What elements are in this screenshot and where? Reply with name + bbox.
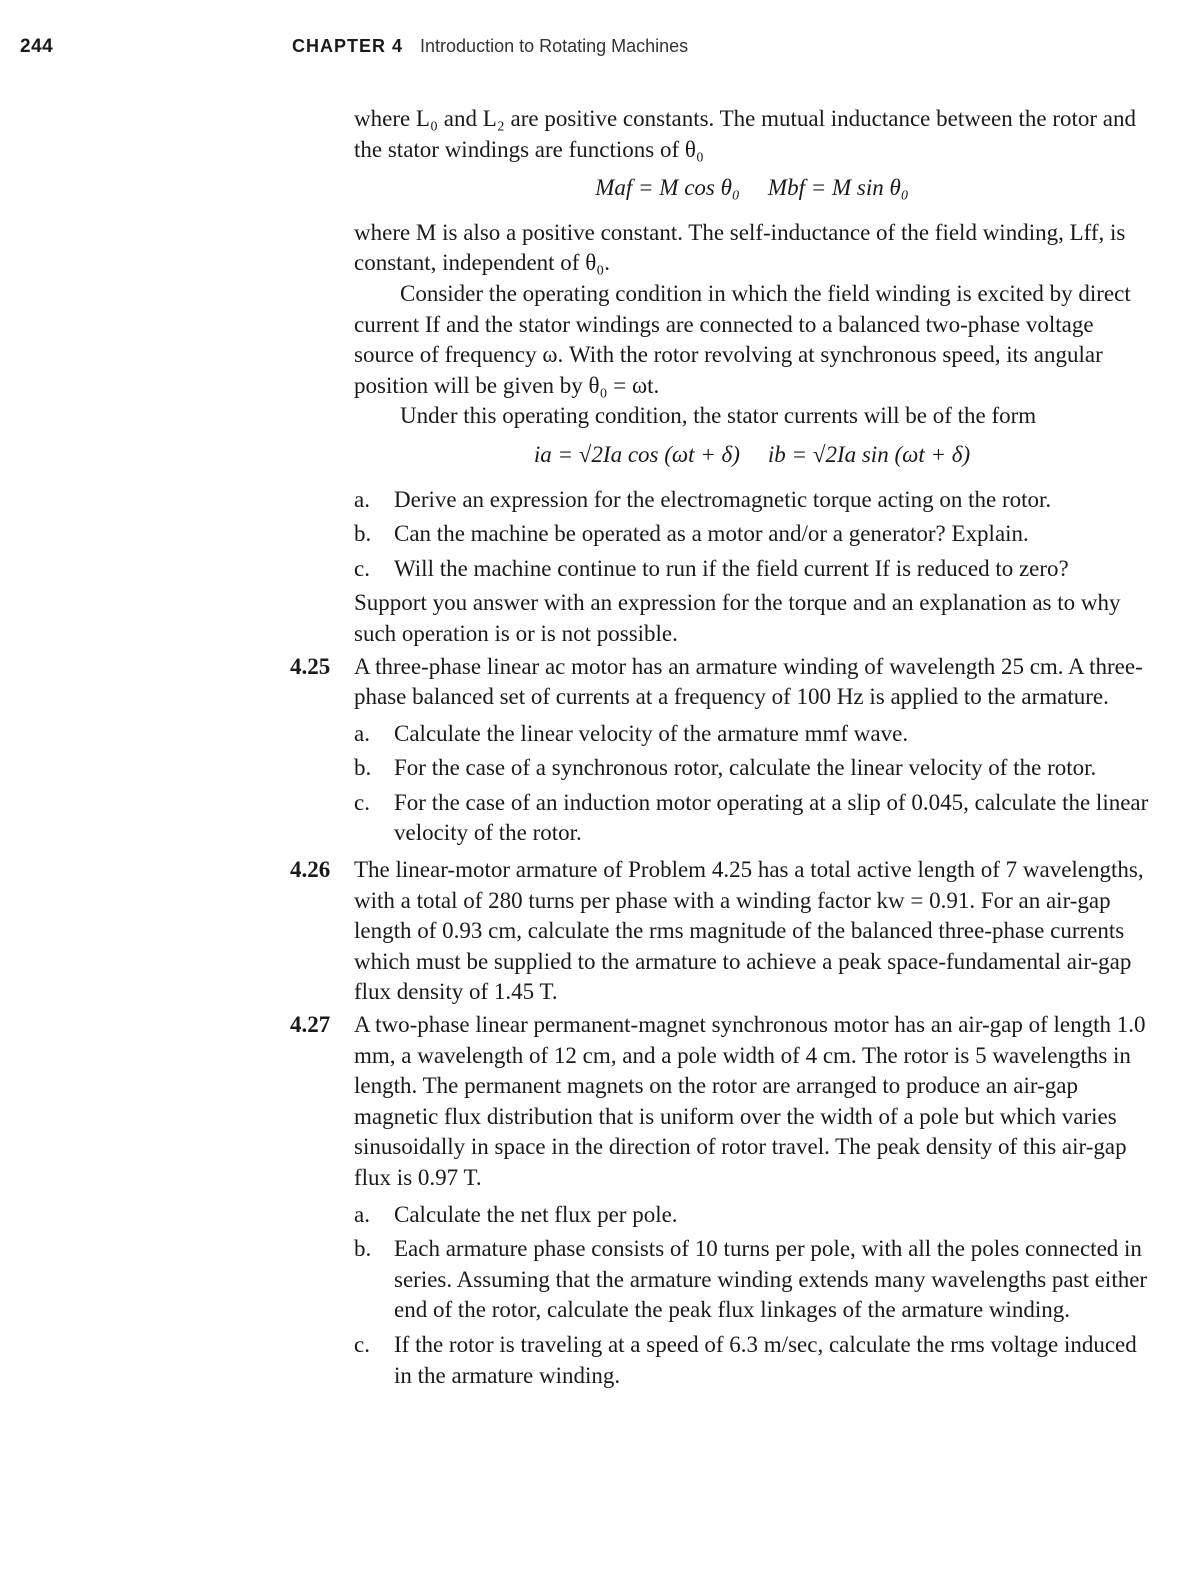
part-text: Calculate the linear velocity of the armature mmf wave. — [394, 720, 909, 746]
problem-parts — [354, 719, 1150, 849]
part-label: c. — [354, 555, 370, 581]
page-content — [290, 104, 1150, 1395]
list-item — [354, 1234, 1150, 1326]
page-number: 244 — [20, 36, 54, 57]
stator-current-equation — [354, 440, 1150, 471]
part-label: b. — [354, 755, 372, 781]
problem-4-27 — [290, 1010, 1150, 1395]
list-item — [354, 753, 1150, 784]
running-head — [292, 36, 688, 57]
list-item — [354, 1200, 1150, 1231]
part-text: Derive an expression for the electromagnetic torque acting on the rotor. — [394, 486, 1052, 512]
problem-4-25 — [290, 652, 1150, 854]
part-text: If the rotor is traveling at a speed of 6.3 m/sec, calculate the rms voltage induced in the armature winding. — [394, 1331, 1137, 1388]
part-text: Each armature phase consists of 10 turns per pole, with all the poles connected in series. Assuming that the armature winding extends many wavelengths past either end of the rotor, calculate the peak flux linkages of the armature winding. — [394, 1236, 1148, 1323]
equation-ib: ib = √2Ia sin (ωt + δ) — [767, 441, 971, 467]
list-item — [354, 719, 1150, 750]
intro-paragraph-3: Consider the operating condition in which the field winding is excited by direct current If and the stator windings are connected to a balanced two-phase voltage source of frequency ω. With the rotor revolving at synchronous speed, its angular position will be given by θ₀ = ωt. — [354, 280, 1131, 398]
intro-paragraph-2: where M is also a positive constant. The self-inductance of the field winding, Lff, is constant, independent of θ₀. — [354, 219, 1126, 276]
list-item — [354, 554, 1150, 585]
part-text: For the case of a synchronous rotor, calculate the linear velocity of the rotor. — [394, 755, 1097, 781]
part-text: Calculate the net flux per pole. — [394, 1201, 678, 1227]
problem-number: 4.27 — [290, 1012, 331, 1038]
problem-number: 4.25 — [290, 653, 331, 679]
part-label: b. — [354, 521, 372, 547]
equation-ia: ia = √2Ia cos (ωt + δ) — [533, 441, 740, 467]
part-text: For the case of an induction motor operating at a slip of 0.045, calculate the linear velocity of the rotor. — [394, 789, 1149, 846]
part-label: a. — [354, 720, 370, 746]
part-label: a. — [354, 486, 370, 512]
part-text: Can the machine be operated as a motor and/or a generator? Explain. — [394, 521, 1029, 547]
problem-text: A three-phase linear ac motor has an armature winding of wavelength 25 cm. A three-phase balanced set of currents at a frequency of 100 Hz is applied to the armature. — [354, 653, 1143, 710]
part-label: c. — [354, 1331, 370, 1357]
chapter-title: Introduction to Rotating Machines — [420, 36, 689, 56]
equation-mbf: Mbf = M sin θ₀ — [767, 175, 909, 201]
list-item — [354, 519, 1150, 550]
equation-maf: Maf = M cos θ₀ — [595, 175, 740, 201]
list-item — [354, 485, 1150, 516]
part-label: c. — [354, 789, 370, 815]
problem-text: A two-phase linear permanent-magnet synchronous motor has an air-gap of length 1.0 mm, a wavelength of 12 cm, and a pole width of 4 cm. The rotor is 5 wavelengths in length. The permanent magnets on the rotor are arranged to produce an air-gap magnetic flux distribution that is uniform over the width of a pole but which varies sinusoidally in space in the direction of rotor travel. The peak density of this air-gap flux is 0.97 T. — [354, 1012, 1146, 1190]
mutual-inductance-equation — [354, 173, 1150, 204]
intro-paragraph-5: Support you answer with an expression for the torque and an explanation as to why such operation is or is not possible. — [354, 590, 1121, 646]
intro-parts — [354, 485, 1150, 585]
problem-4-26 — [290, 855, 1150, 1008]
part-label: b. — [354, 1236, 372, 1262]
problem-number: 4.26 — [290, 857, 331, 883]
chapter-label: CHAPTER 4 — [292, 36, 404, 56]
list-item — [354, 788, 1150, 849]
part-label: a. — [354, 1201, 370, 1227]
problem-parts — [354, 1200, 1150, 1392]
part-text: Will the machine continue to run if the field current If is reduced to zero? — [394, 555, 1069, 581]
list-item — [354, 1330, 1150, 1391]
intro-paragraph-4: Under this operating condition, the stator currents will be of the form — [400, 403, 1037, 429]
intro-paragraph-1: where L₀ and L₂ are positive constants. The mutual inductance between the rotor and the stator windings are functions of θ₀ — [354, 106, 1137, 162]
problem-text: The linear-motor armature of Problem 4.25 has a total active length of 7 wavelengths, with a total of 280 turns per phase with a winding factor kw = 0.91. For an air-gap length of 0.93 cm, calculate the rms magnitude of the balanced three-phase currents which must be supplied to the armature to achieve a peak space-fundamental air-gap flux density of 1.45 T. — [354, 857, 1144, 1005]
